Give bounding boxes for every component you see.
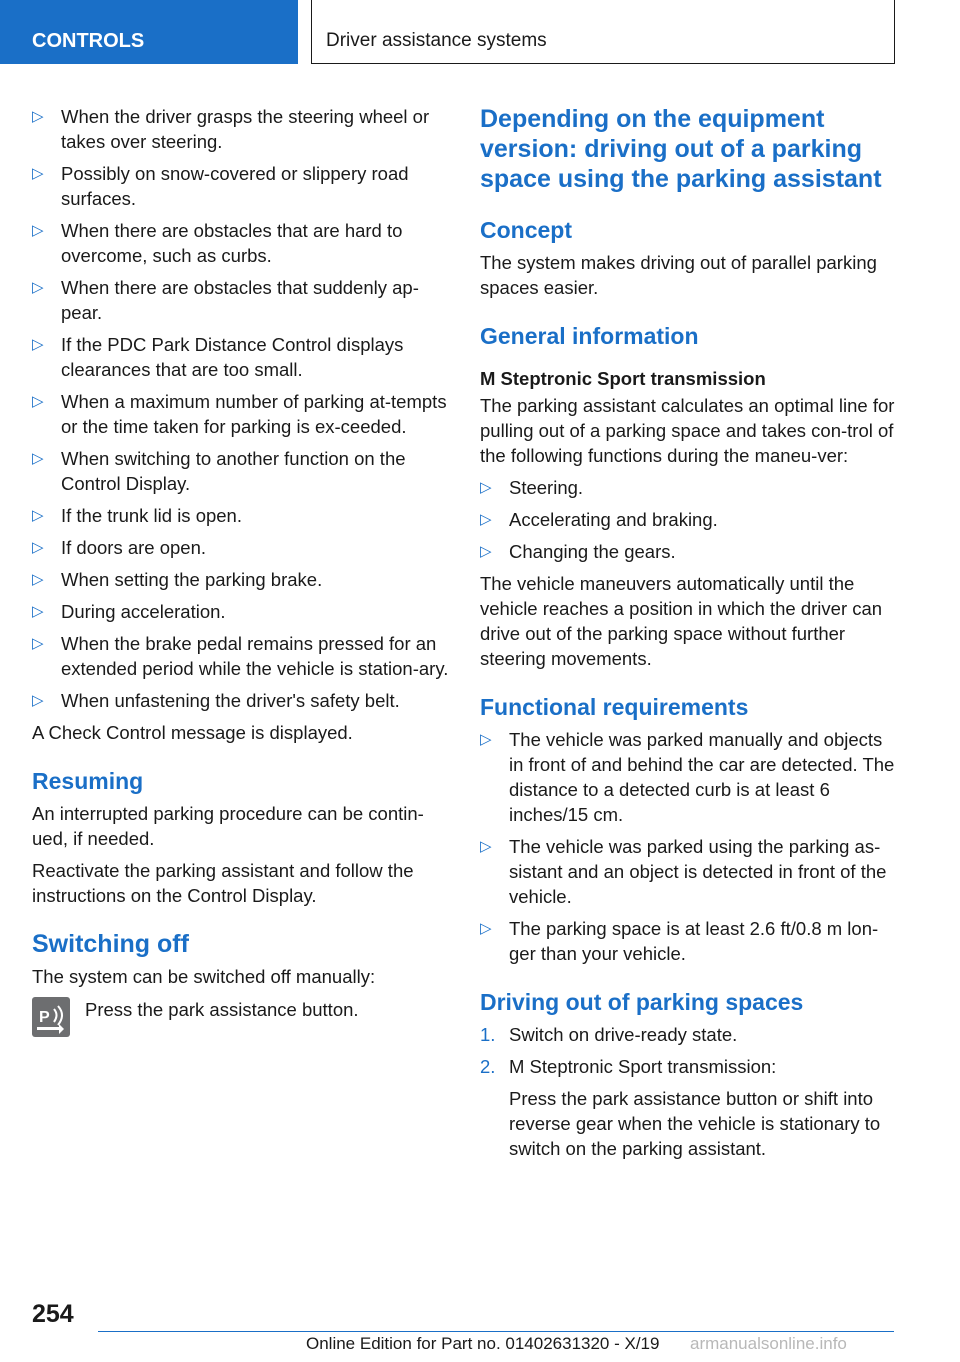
bullet-triangle-icon: ▷	[32, 571, 44, 588]
footer-rule	[98, 1331, 894, 1332]
general-paragraph-2: The vehicle maneuvers automatically until the vehicle reaches a position in which the driver can drive out of the parking space without further steering movements.	[480, 573, 883, 669]
bullet-triangle-icon: ▷	[480, 511, 492, 528]
list-item-text: The parking space is at least 2.6 ft/0.8 m lon‐ger than your vehicle.	[509, 918, 879, 964]
bullet-triangle-icon: ▷	[32, 279, 44, 296]
list-item-text: When switching to another function on the Control Display.	[61, 448, 406, 494]
controlled-functions-list	[480, 475, 896, 564]
chapter-title: Driver assistance systems	[326, 30, 547, 51]
list-item	[480, 727, 896, 827]
bullet-triangle-icon: ▷	[480, 838, 492, 855]
requirements-list	[480, 727, 896, 966]
general-paragraph: The parking assistant calculates an optimal line for pulling out of a parking space and takes con‐trol of the following functions during the maneu‐ver:	[480, 395, 895, 466]
bullet-triangle-icon: ▷	[32, 108, 44, 125]
step-item	[480, 1022, 896, 1047]
park-assist-button-icon	[32, 997, 70, 1037]
list-item-text: When a maximum number of parking at‐tempts or the time taken for parking is ex‐ceeded.	[61, 391, 447, 437]
transmission-subheading: M Steptronic Sport transmission	[480, 368, 766, 389]
list-item-text: The vehicle was parked using the parking as‐sistant and an object is detected in front of the vehicle.	[509, 836, 887, 907]
list-item	[32, 535, 450, 560]
left-column	[32, 104, 450, 1043]
list-item-text: Possibly on snow-covered or slippery road surfaces.	[61, 163, 409, 209]
list-item	[480, 475, 896, 500]
right-column	[480, 104, 896, 1168]
list-item	[32, 503, 450, 528]
switching-off-heading: Switching off	[32, 930, 189, 958]
list-item	[32, 446, 450, 496]
step-number: 2.	[480, 1056, 496, 1077]
list-item-text: The vehicle was parked manually and objects in front of and behind the car are detected. The distance to a detected curb is at least 6 inches/15 cm.	[509, 729, 895, 825]
bullet-triangle-icon: ▷	[480, 731, 492, 748]
step-item	[480, 1054, 896, 1161]
bullet-triangle-icon: ▷	[32, 635, 44, 652]
general-information-heading: General information	[480, 323, 699, 349]
list-item	[480, 539, 896, 564]
functional-requirements-heading: Functional requirements	[480, 694, 749, 720]
svg-text:P: P	[39, 1009, 50, 1026]
step-number: 1.	[480, 1024, 496, 1045]
list-item-text: During acceleration.	[61, 601, 226, 622]
park-button-instruction: Press the park assistance button.	[85, 999, 359, 1020]
bullet-triangle-icon: ▷	[32, 450, 44, 467]
list-item	[480, 507, 896, 532]
cancel-conditions-list	[32, 104, 450, 713]
list-item-text: When there are obstacles that are hard to overcome, such as curbs.	[61, 220, 403, 266]
resuming-paragraph-2: Reactivate the parking assistant and follow the instructions on the Control Display.	[32, 860, 414, 906]
step-text: Switch on drive-ready state.	[509, 1024, 738, 1045]
step-text: M Steptronic Sport transmission:	[509, 1056, 777, 1077]
bullet-triangle-icon: ▷	[480, 479, 492, 496]
edition-text: Online Edition for Part no. 01402631320 - X/19	[306, 1334, 660, 1353]
list-item	[32, 599, 450, 624]
bullet-triangle-icon: ▷	[32, 539, 44, 556]
bullet-triangle-icon: ▷	[480, 920, 492, 937]
list-item-text: When setting the parking brake.	[61, 569, 323, 590]
bullet-triangle-icon: ▷	[32, 692, 44, 709]
resuming-heading: Resuming	[32, 768, 144, 794]
list-item-text: When the driver grasps the steering wheel or takes over steering.	[61, 106, 430, 152]
list-item-text: Steering.	[509, 477, 584, 498]
list-item-text: When there are obstacles that suddenly ap‐pear.	[61, 277, 419, 323]
driving-out-steps	[480, 1022, 896, 1161]
section-label: CONTROLS	[32, 30, 145, 52]
driving-out-heading: Driving out of parking spaces	[480, 989, 804, 1015]
list-item	[32, 389, 450, 439]
list-item	[32, 104, 450, 154]
list-item	[480, 834, 896, 909]
concept-paragraph: The system makes driving out of parallel parking spaces easier.	[480, 252, 877, 298]
list-item	[32, 275, 450, 325]
list-item-text: When unfastening the driver's safety belt.	[61, 690, 400, 711]
bullet-triangle-icon: ▷	[32, 222, 44, 239]
list-item	[32, 567, 450, 592]
resuming-paragraph-1: An interrupted parking procedure can be contin‐ued, if needed.	[32, 803, 424, 849]
park-button-row	[32, 997, 450, 1043]
check-control-text: A Check Control message is displayed.	[32, 722, 353, 743]
switching-off-paragraph: The system can be switched off manually:	[32, 966, 376, 987]
list-item	[480, 916, 896, 966]
section-tab	[0, 0, 298, 64]
bullet-triangle-icon: ▷	[32, 336, 44, 353]
list-item-text: If the trunk lid is open.	[61, 505, 242, 526]
main-heading: Depending on the equipment version: driving out of a parking space using the parking assistant	[480, 105, 882, 193]
page-number: 254	[32, 1300, 74, 1328]
bullet-triangle-icon: ▷	[32, 393, 44, 410]
list-item-text: If the PDC Park Distance Control displays clearances that are too small.	[61, 334, 404, 380]
bullet-triangle-icon: ▷	[32, 603, 44, 620]
step-detail: Press the park assistance button or shift into reverse gear when the vehicle is stationary to switch on the parking assistant.	[509, 1088, 881, 1159]
list-item-text: Changing the gears.	[509, 541, 676, 562]
list-item	[32, 631, 450, 681]
concept-heading: Concept	[480, 217, 572, 243]
watermark-text: armanualsonline.info	[690, 1334, 847, 1353]
bullet-triangle-icon: ▷	[32, 507, 44, 524]
chapter-tab	[311, 0, 895, 64]
list-item-text: If doors are open.	[61, 537, 207, 558]
list-item-text: When the brake pedal remains pressed for an extended period while the vehicle is station‐ary.	[61, 633, 449, 679]
list-item	[32, 161, 450, 211]
list-item	[32, 688, 450, 713]
list-item-text: Accelerating and braking.	[509, 509, 718, 530]
bullet-triangle-icon: ▷	[480, 543, 492, 560]
bullet-triangle-icon: ▷	[32, 165, 44, 182]
list-item	[32, 332, 450, 382]
list-item	[32, 218, 450, 268]
